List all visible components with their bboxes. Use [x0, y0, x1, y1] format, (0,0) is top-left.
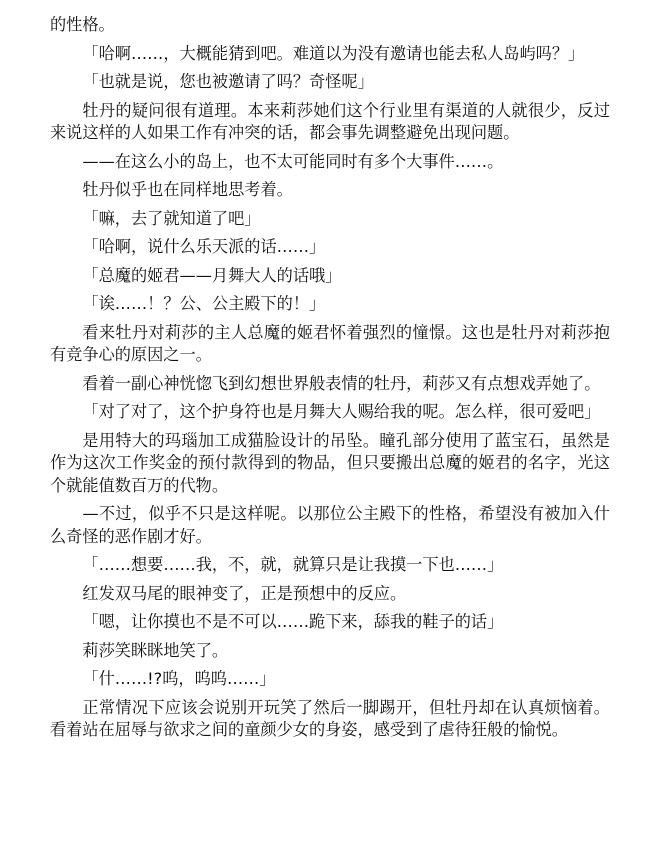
paragraph: 「对了对了，这个护身符也是月舞大人赐给我的呢。怎么样，很可爱吧」	[82, 402, 601, 421]
paragraph: 「哈啊……，大概能猜到吧。难道以为没有邀请也能去私人岛屿吗？」	[82, 43, 585, 63]
paragraph: 「嗯，让你摸也不是不可以……跪下来，舔我的鞋子的话」	[82, 612, 504, 631]
paragraph: 正常情况下应该会说别开玩笑了然后一脚踢开，但牡丹却在认真烦恼着。看着站在屈辱与欲求之间的童颜少女的身姿，感受到了虐待狂般的愉悦。	[50, 697, 610, 739]
paragraph: 莉莎笑眯眯地笑了。	[82, 640, 229, 660]
paragraph: ——在这么小的岛上，也不太可能同时有多个大事件……。	[82, 151, 504, 171]
paragraph: 看来牡丹对莉莎的主人总魔的姬君怀着强烈的憧憬。这也是牡丹对莉莎抱有竞争心的原因之一。	[50, 322, 610, 364]
paragraph: 红发双马尾的眼神变了，正是预想中的反应。	[82, 583, 407, 603]
paragraph: 「哈啊，说什么乐天派的话……」	[82, 237, 326, 256]
paragraph: 「……想要……我，不，就，就算只是让我摸一下也……」	[82, 555, 504, 574]
paragraph: 「总魔的姬君——月舞大人的话哦」	[82, 265, 342, 285]
paragraph: —不过，似乎不只是这样呢。以那位公主殿下的性格，希望没有被加入什么奇怪的恶作剧才好。	[50, 504, 610, 546]
paragraph: 的性格。	[50, 15, 115, 34]
paragraph: 看着一副心神恍惚飞到幻想世界般表情的牡丹，莉莎又有点想戏弄她了。	[82, 373, 601, 393]
paragraph: 是用特大的玛瑙加工成猫脸设计的吊坠。瞳孔部分使用了蓝宝石，虽然是作为这次工作奖金的预付款得到的物品，但只要搬出总魔的姬君的名字，光这个就能值数百万的代物。	[50, 430, 610, 495]
paragraph: 「嘛，去了就知道了吧」	[82, 208, 261, 228]
paragraph: 「也就是说，您也被邀请了吗？奇怪呢」	[82, 72, 374, 91]
paragraph: 牡丹似乎也在同样地思考着。	[82, 180, 293, 199]
document-page	[50, 14, 610, 748]
paragraph: 牡丹的疑问很有道理。本来莉莎她们这个行业里有渠道的人就很少，反过来说这样的人如果工作有冲突的话，都会事先调整避免出现问题。	[50, 100, 610, 142]
paragraph: 「什……!?呜，呜呜……」	[82, 669, 276, 688]
paragraph: 「诶……！？公、公主殿下的！」	[82, 294, 326, 313]
